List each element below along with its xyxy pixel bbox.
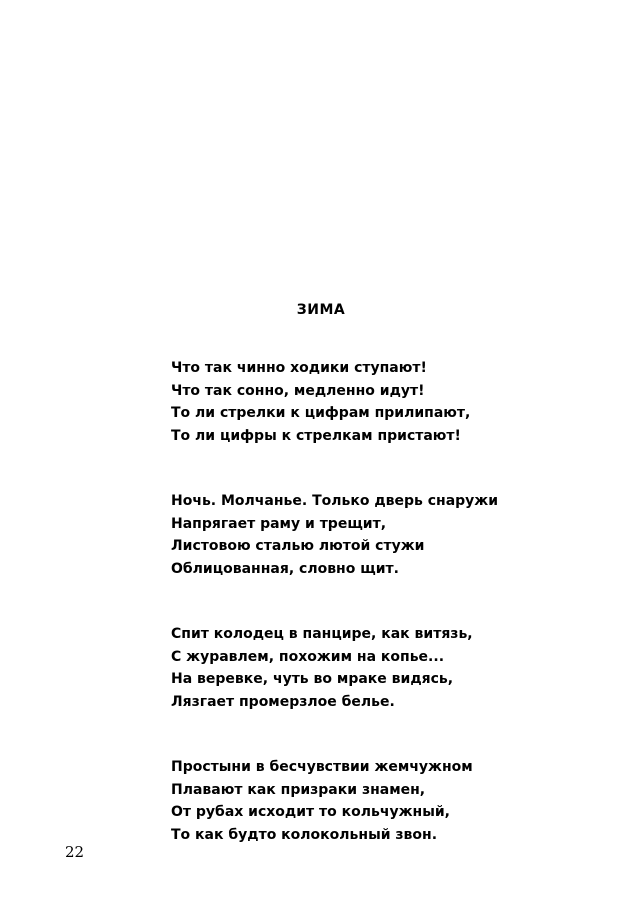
poem-line: Плавают как призраки знамен, bbox=[171, 781, 426, 798]
poem-line: Ночь. Молчанье. Только дверь снаружи bbox=[171, 493, 499, 509]
stanza-3 bbox=[171, 623, 611, 713]
poem-line: Простыни в бесчувствии жемчужном bbox=[171, 759, 473, 775]
poem-line: То ли цифры к стрелкам пристают! bbox=[171, 427, 461, 444]
page-number: 22 bbox=[65, 843, 85, 861]
stanza-1 bbox=[171, 357, 611, 447]
stanza-2 bbox=[171, 490, 611, 580]
poem-line: Спит колодец в панцире, как витязь, bbox=[171, 626, 473, 642]
poem-line: На веревке, чуть во мраке видясь, bbox=[171, 671, 454, 687]
poem-body bbox=[171, 357, 611, 889]
poem-line: От рубах исходит то кольчужный, bbox=[171, 804, 450, 820]
poem-line: Что так чинно ходики ступают! bbox=[171, 360, 427, 376]
poem-line: То как будто колокольный звон. bbox=[171, 826, 438, 843]
poem-line: Облицованная, словно щит. bbox=[171, 560, 399, 577]
poem-line: То ли стрелки к цифрам прилипают, bbox=[171, 405, 471, 421]
poem-line: Напрягает раму и трещит, bbox=[171, 515, 387, 532]
poem-line: С журавлем, похожим на копье... bbox=[171, 648, 445, 665]
poem-title: ЗИМА bbox=[296, 302, 346, 318]
poem-line: Листовою сталью лютой стужи bbox=[171, 538, 425, 554]
poem-line: Что так сонно, медленно идут! bbox=[171, 382, 425, 399]
stanza-4 bbox=[171, 756, 611, 846]
poem-line: Лязгает промерзлое белье. bbox=[171, 693, 395, 710]
